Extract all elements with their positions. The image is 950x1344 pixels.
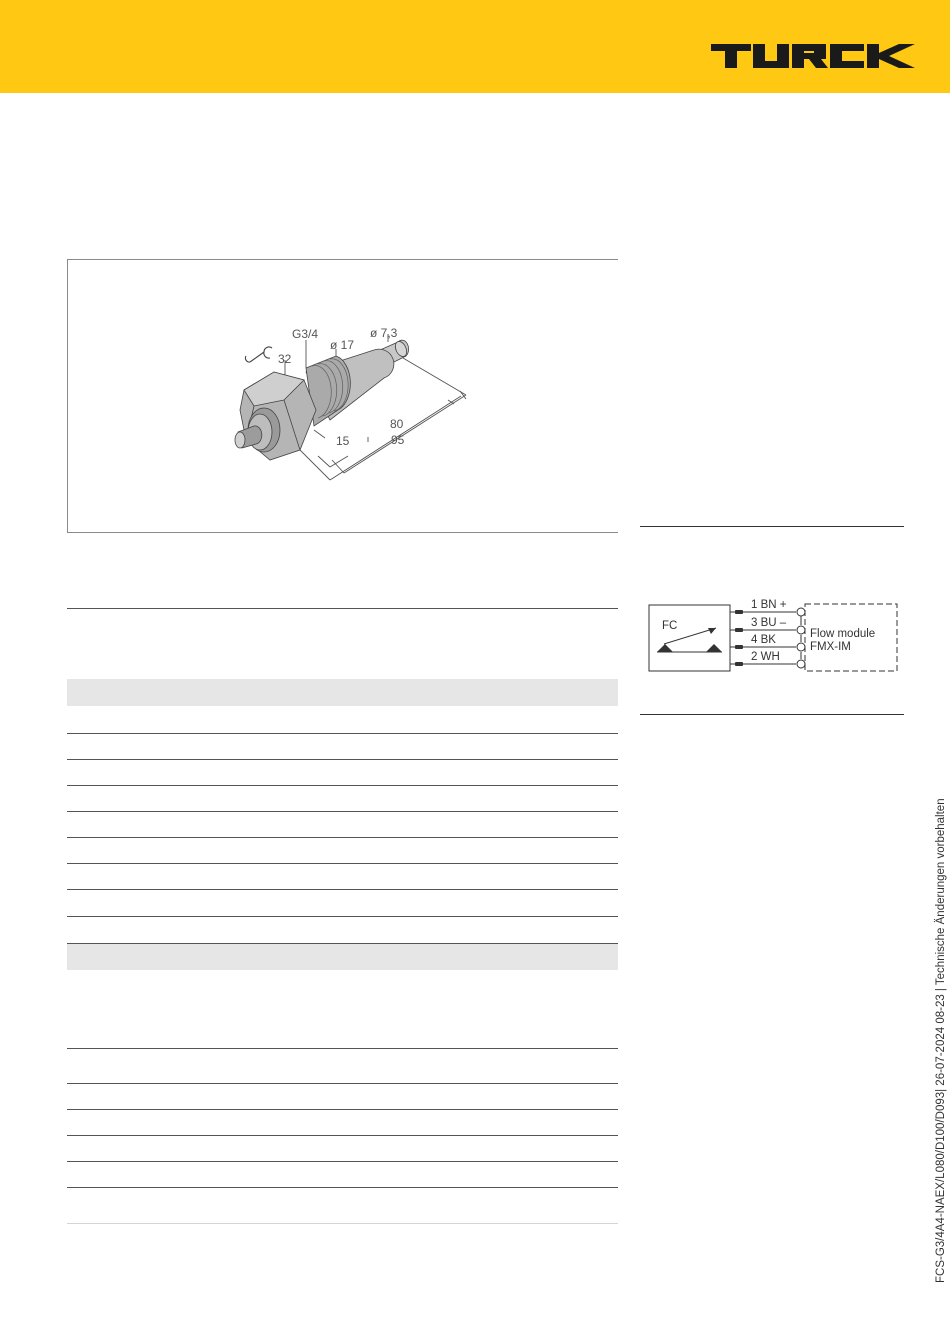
pin-1-label: 1 BN + [751, 599, 787, 611]
sensor-dimension-drawing [68, 260, 619, 534]
table-rule [67, 785, 618, 786]
table-rule [67, 1109, 618, 1110]
table-rule [67, 1135, 618, 1136]
table-rule [67, 733, 618, 734]
table-rule [67, 1161, 618, 1162]
table-rule [67, 837, 618, 838]
table-rule [67, 608, 618, 609]
table-rule [67, 889, 618, 890]
section-band-2 [67, 943, 618, 970]
wrench-size-label: 32 [278, 352, 292, 366]
side-column-rule-top [640, 526, 904, 527]
table-rule [67, 943, 618, 944]
module-label-line2: FMX-IM [810, 641, 851, 653]
sensor-label: FC [662, 620, 678, 632]
side-column-rule-bottom [640, 714, 904, 715]
dimension-drawing-frame [67, 259, 618, 533]
document-footer-note: FCS-G3/4A4-NAEX/L080/D100/D093| 26-07-2024 08-23 | Technische Änderungen vorbehalten [935, 798, 947, 1283]
module-label-line1: Flow module [810, 628, 876, 640]
wrench-icon [245, 347, 272, 362]
section-band-1 [67, 679, 618, 706]
length-15-label: 15 [336, 434, 350, 448]
table-rule [67, 1187, 618, 1188]
pin-3-label: 3 BU – [751, 617, 787, 629]
thread-label: G3/4 [292, 327, 319, 341]
length-80-label: 80 [390, 417, 404, 431]
body-diameter-label: ø 17 [330, 338, 355, 352]
table-rule [67, 863, 618, 864]
pin-4-label: 4 BK [751, 634, 776, 646]
table-rule [67, 759, 618, 760]
wiring-diagram [640, 590, 904, 680]
table-rule [67, 916, 618, 917]
tip-diameter-label: ø 7,3 [370, 326, 398, 340]
table-rule [67, 811, 618, 812]
pin-2-label: 2 WH [751, 651, 780, 663]
page-header [0, 0, 950, 93]
table-rule [67, 1223, 618, 1224]
table-rule [67, 1048, 618, 1049]
length-95-label: 95 [391, 433, 405, 447]
table-rule [67, 1083, 618, 1084]
turck-logo [711, 44, 915, 68]
